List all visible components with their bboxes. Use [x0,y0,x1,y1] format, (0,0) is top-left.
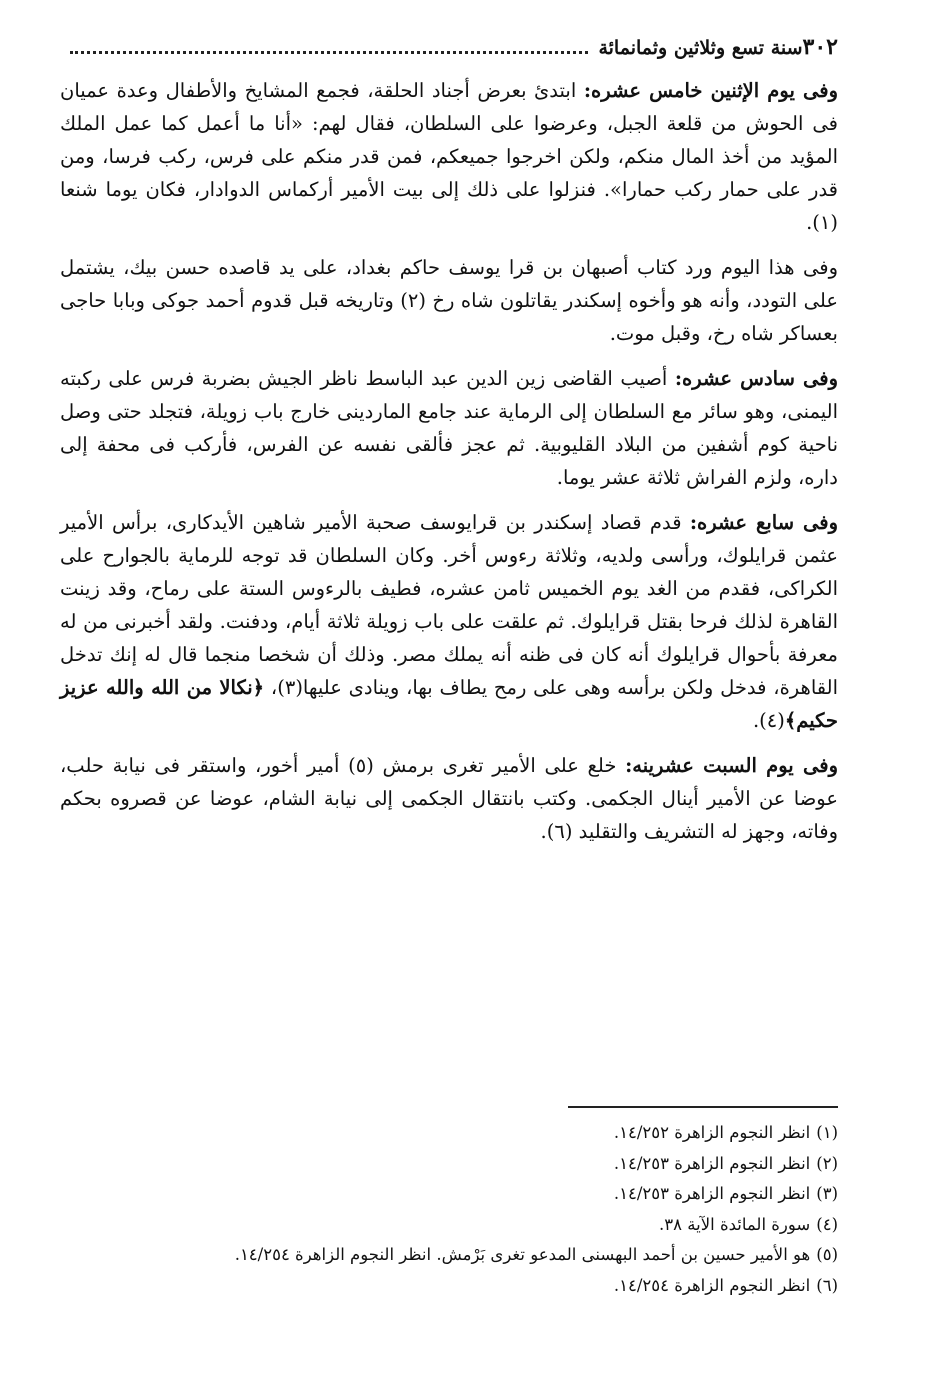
footnote-item [60,1271,838,1302]
paragraph-3 [60,362,838,494]
footnote-item [60,1179,838,1210]
paragraph-lead: وفى يوم السبت عشرينه: [625,754,838,777]
footnote-item [60,1149,838,1180]
paragraph-text: ابتدئ بعرض أجناد الحلقة، فجمع المشايخ والأطفال وعدة عميان فى الحوش من قلعة الجبل، وعرضوا على السلطان، فقال لهم: «أنا ما أعمل كما عمل الملك المؤيد من أخذ المال منكم، ولكن اخرجوا جميعكم، فمن قدر منكم على فرس، ركب فرسا، ومن قدر على حمار ركب حمارا». فنزلوا على ذلك إلى بيت الأمير أركماس الدوادار، فكان يوما شنعا (١). [60,79,838,234]
footnote-number: (٤) [816,1214,838,1234]
body-text [60,74,838,848]
footnote-number: (٣) [816,1184,838,1203]
footnote-number: (٦) [816,1275,838,1295]
paragraph-text: خلع على الأمير تغرى برمش (٥) أمير أخور، واستقر فى نيابة حلب، عوضا عن الأمير أينال الجكمى. وكتب بانتقال الجكمى إلى نيابة الشام، عوضا عن قصروه بحكم وفاته، وجهز له التشريف والتقليد (٦). [60,754,838,843]
footnote-text: انظر النجوم الزاهرة ١٤/٢٥٣. [613,1184,811,1203]
footnote-text: سورة المائدة الآية ٣٨. [659,1214,811,1234]
footnote-text: انظر النجوم الزاهرة ١٤/٢٥٤. [613,1275,811,1295]
header-dotted-leader [70,50,588,54]
paragraph-text: أصيب القاضى زين الدين عبد الباسط ناظر الجيش بضربة فرس على ركبته اليمنى، وهو سائر مع السلطان إلى الرماية عند جامع الماردينى خارج باب زويلة، فتجلد حتى وصل ناحية كوم أشفين من البلاد القليوبية. ثم عجز فألقى نفسه عن الفرس، فأركب فى محفة إلى داره، ولزم الفراش ثلاثة عشر يوما. [60,367,838,489]
footnote-text: انظر النجوم الزاهرة ١٤/٢٥٣. [613,1153,811,1173]
footnote-number: (٥) [816,1245,838,1264]
paragraph-text: وفى هذا اليوم ورد كتاب أصبهان بن قرا يوسف حاكم بغداد، على يد قاصده حسن بيك، يشتمل على التودد، وأنه هو وأخوه إسكندر يقاتلون شاه رخ (٢) وتاريخه قبل قدوم أحمد جوكى وبابا حاجى بعساكر شاه رخ، وقبل موت. [60,256,838,345]
footnote-item [60,1240,838,1271]
footnote-number: (٢) [816,1153,838,1173]
paragraph-text: قدم قصاد إسكندر بن قرايوسف صحبة الأمير شاهين الأيدكارى، برأس الأمير عثمن قرايلوك، ورأسى ولديه، وثلاثة رءوس أخر. وكان السلطان قد توجه للرماية بالجوارح على الكراكى، فقدم من الغد يوم الخميس ثامن عشره، فطيف بالرءوس الستة على رماح، وقد زينت القاهرة لذلك فرحا بقتل قرايلوك. ثم علقت على باب زويلة ثلاثة أيام، ودفنت. ولقد أخبرنى من له معرفة بأحوال قرايلوك أنه كان فى ظنه أنه يملك مصر. وذلك أن شخصا منجما قال له إنك تدخل القاهرة، فدخل ولكن برأسه وهى على رمح يطاف بها، وينادى عليها(٣)، [60,511,838,699]
page-number: ٣٠٢ [802,34,838,60]
footnote-number: (١) [816,1123,838,1142]
paragraph-4 [60,506,838,737]
footnote-rule-wrap [60,1106,838,1118]
paragraph-lead: وفى سادس عشره: [674,367,838,390]
book-page [60,34,838,1344]
paragraph-2 [60,251,838,350]
footnote-item [60,1210,838,1241]
paragraph-5 [60,749,838,848]
footnote-item [60,1118,838,1149]
running-title: سنة تسع وثلاثين وثمانمائة [598,37,803,59]
paragraph-lead: وفى يوم الإثنين خامس عشره: [583,79,839,102]
footnote-text: هو الأمير حسين بن أحمد البهسنى المدعو تغرى بَرْمش. انظر النجوم الزاهرة ١٤/٢٥٤. [234,1245,811,1264]
paragraph-lead: وفى سابع عشره: [689,511,838,534]
footnote-text: انظر النجوم الزاهرة ١٤/٢٥٢. [613,1123,811,1142]
quran-quote: ﴿نكالا من الله والله عزيز حكيم﴾ [60,676,838,732]
page-header [60,34,838,74]
paragraph-tail: (٤). [752,709,785,732]
footnote-list [60,1118,838,1301]
paragraph-1 [60,74,838,239]
footnotes [60,1106,838,1301]
footnote-separator [568,1106,838,1108]
